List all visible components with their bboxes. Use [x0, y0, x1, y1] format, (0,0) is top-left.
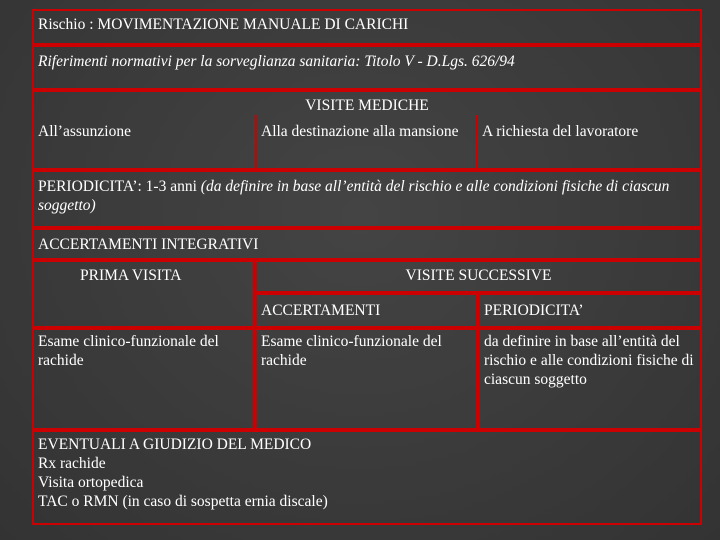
- subsequent-visit-periodicity: da definire in base all’entità del rischio e alle condizioni fisiche di ciascun soggetto: [484, 333, 694, 388]
- visit-hiring-cell: [32, 115, 255, 170]
- periodicity-cell: [32, 170, 702, 228]
- periodicity-column-header-cell: [478, 293, 702, 328]
- optional-exams-cell: [32, 430, 702, 525]
- medical-visits-header-cell: [32, 90, 702, 115]
- subsequent-visit-exam-cell: [255, 328, 478, 430]
- optional-exam-item: TAC o RMN (in caso di sospetta ernia discale): [38, 493, 328, 510]
- risk-title-cell: [32, 9, 702, 45]
- subsequent-visit-exam: Esame clinico-funzionale del rachide: [261, 333, 442, 369]
- checks-column-header: ACCERTAMENTI: [261, 302, 381, 319]
- regulatory-references-cell: [32, 45, 702, 90]
- medical-visits-header: VISITE MEDICHE: [305, 97, 429, 114]
- subsequent-visits-header: VISITE SUCCESSIVE: [405, 267, 552, 284]
- subsequent-visits-header-cell: [255, 260, 702, 293]
- risk-title: Rischio : MOVIMENTAZIONE MANUALE DI CARICHI: [38, 16, 409, 33]
- visit-worker-request: A richiesta del lavoratore: [482, 123, 639, 140]
- regulatory-references: Riferimenti normativi per la sorveglianza sanitaria: Titolo V - D.Lgs. 626/94: [38, 53, 515, 70]
- periodicity-label: PERIODICITA’: 1-3 anni: [38, 178, 197, 195]
- optional-exam-item: Visita ortopedica: [38, 474, 144, 491]
- optional-exams-header: EVENTUALI A GIUDIZIO DEL MEDICO: [38, 436, 312, 453]
- subsequent-visit-periodicity-cell: [478, 328, 702, 430]
- visit-assignment: Alla destinazione alla mansione: [261, 123, 459, 140]
- optional-exam-item: Rx rachide: [38, 455, 106, 472]
- first-visit-exam: Esame clinico-funzionale del rachide: [38, 333, 219, 369]
- visit-assignment-cell: [255, 115, 478, 170]
- periodicity-note: (da definire in base all’entità del rischio e alle condizioni fisiche di ciascun soggetto): [38, 178, 670, 214]
- first-visit-exam-cell: [32, 328, 255, 430]
- checks-column-header-cell: [255, 293, 478, 328]
- first-visit-header: PRIMA VISITA: [80, 267, 182, 284]
- visit-hiring: All’assunzione: [38, 123, 131, 140]
- integrative-checks-header-cell: [32, 228, 702, 260]
- periodicity-column-header: PERIODICITA’: [484, 302, 584, 319]
- visit-worker-request-cell: [478, 115, 702, 170]
- first-visit-header-cell: [32, 260, 255, 328]
- integrative-checks-header: ACCERTAMENTI INTEGRATIVI: [38, 236, 259, 253]
